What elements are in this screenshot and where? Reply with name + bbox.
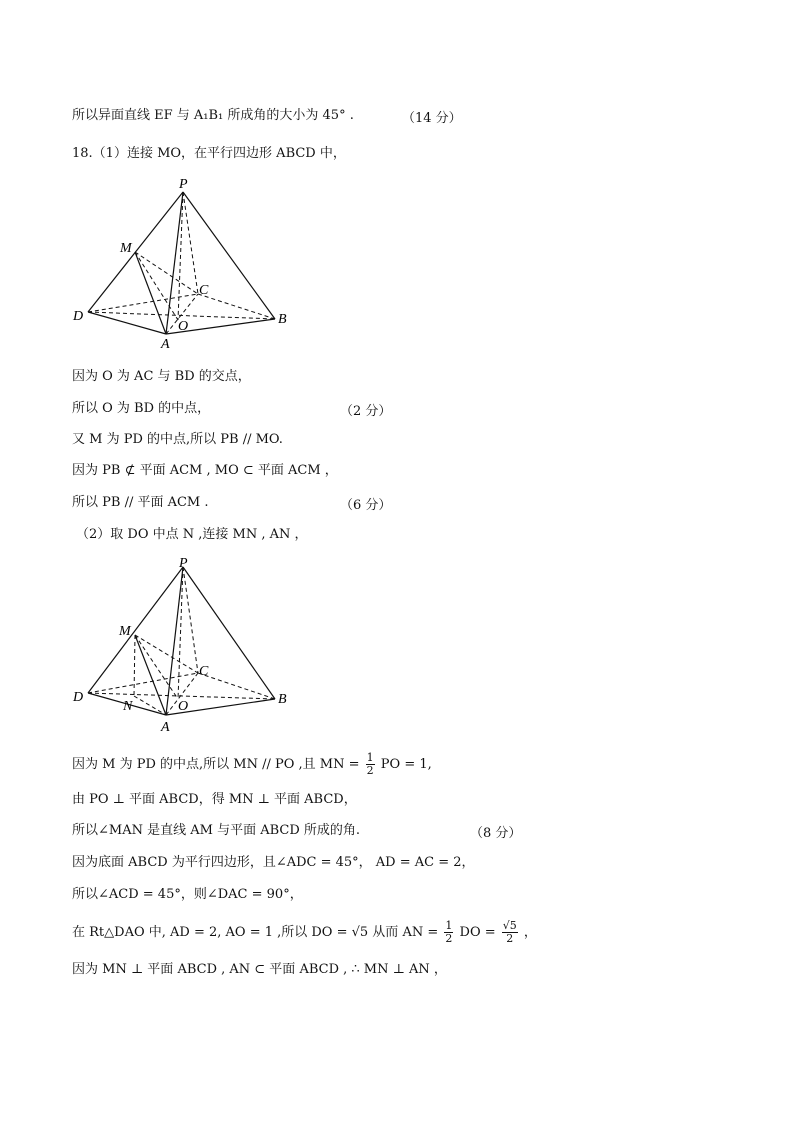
score-label: （6 分） [340,498,392,513]
edge-PC [183,192,198,294]
edge-DB [88,312,275,319]
vertex-label-P: P [179,177,188,192]
text-segment: PO = 1, [380,757,432,772]
vertex-label-A: A [161,337,170,352]
vertex-label-C: C [199,664,209,679]
text-line: 因为 PB ⊄ 平面 ACM , MO ⊂ 平面 ACM ， [72,463,338,478]
edge-DA [88,312,166,334]
edge-CB [198,673,275,699]
fraction-root5-over-2 [502,920,518,945]
fraction-numerator: √5 [502,919,517,932]
text-line [72,920,537,945]
text-line: 因为底面 ABCD 为平行四边形，且∠ADC = 45°， AD = AC = 2， [72,855,475,870]
edge-MA [135,635,166,715]
text-line: 由 PO ⊥ 平面 ABCD，得 MN ⊥ 平面 ABCD， [72,792,357,807]
vertex-label-O: O [178,699,189,714]
text-segment: 因为 M 为 PD 的中点,所以 MN // PO ,且 MN = [72,757,360,772]
pyramid-figure-1 [68,172,308,352]
text-line: 所以∠MAN 是直线 AM 与平面 ABCD 所成的角. [72,823,361,838]
score-label: （2 分） [340,404,392,419]
pyramid-figure-2 [68,555,308,735]
text-line: 又 M 为 PD 的中点,所以 PB // MO. [72,432,283,447]
fraction-half [366,752,375,777]
text-line: 所以 O 为 BD 的中点， [72,401,211,416]
text-line: （2）取 DO 中点 N ,连接 MN , AN ， [76,527,308,542]
edge-PA [166,567,183,715]
text-line: 因为 MN ⊥ 平面 ABCD , AN ⊂ 平面 ABCD , ∴ MN ⊥ AN ， [72,962,447,977]
text-segment: 在 Rt△DAO 中, AD = 2, AO = 1 ,所以 DO = √5 从而 AN = [72,925,439,940]
score-label: （8 分） [470,826,522,841]
fraction-numerator: 1 [445,919,453,932]
edge-PB [183,567,275,699]
text-line: 所以∠ACD = 45°，则∠DAC = 90°， [72,887,303,902]
edge-DC [88,294,198,312]
edge-PD [88,567,183,693]
edge-CB [198,294,275,319]
edge-PC [183,567,198,673]
vertex-label-P: P [179,556,188,571]
text-line [72,752,432,777]
edge-DC [88,673,198,693]
fraction-denominator: 2 [366,764,374,777]
score-label: （14 分） [402,111,462,126]
vertex-label-O: O [178,319,189,334]
fraction-half [444,920,453,945]
fraction-denominator: 2 [445,932,453,945]
edge-NA [134,696,166,715]
vertex-label-B: B [278,692,287,707]
vertex-label-N: N [123,699,133,714]
edge-PB [183,192,275,319]
edge-MA [135,252,166,334]
text-line: 所以异面直线 EF 与 A₁B₁ 所成角的大小为 45° . [72,108,354,123]
fraction-denominator: 2 [506,932,514,945]
vertex-label-M: M [119,624,131,639]
vertex-label-A: A [161,720,170,735]
edge-MC [135,252,198,294]
edge-MN [134,635,135,696]
vertex-label-M: M [120,241,132,256]
problem-heading: 18.（1）连接 MO，在平行四边形 ABCD 中， [72,146,346,161]
comma: ， [523,925,537,940]
text-line: 所以 PB // 平面 ACM . [72,495,209,510]
edge-MC [135,635,198,673]
text-segment: DO = [459,925,496,940]
text-line: 因为 O 为 AC 与 BD 的交点， [72,369,251,384]
fraction-numerator: 1 [366,751,374,764]
vertex-label-D: D [73,309,84,324]
vertex-label-D: D [73,690,84,705]
vertex-label-C: C [199,283,209,298]
vertex-label-B: B [278,312,287,327]
